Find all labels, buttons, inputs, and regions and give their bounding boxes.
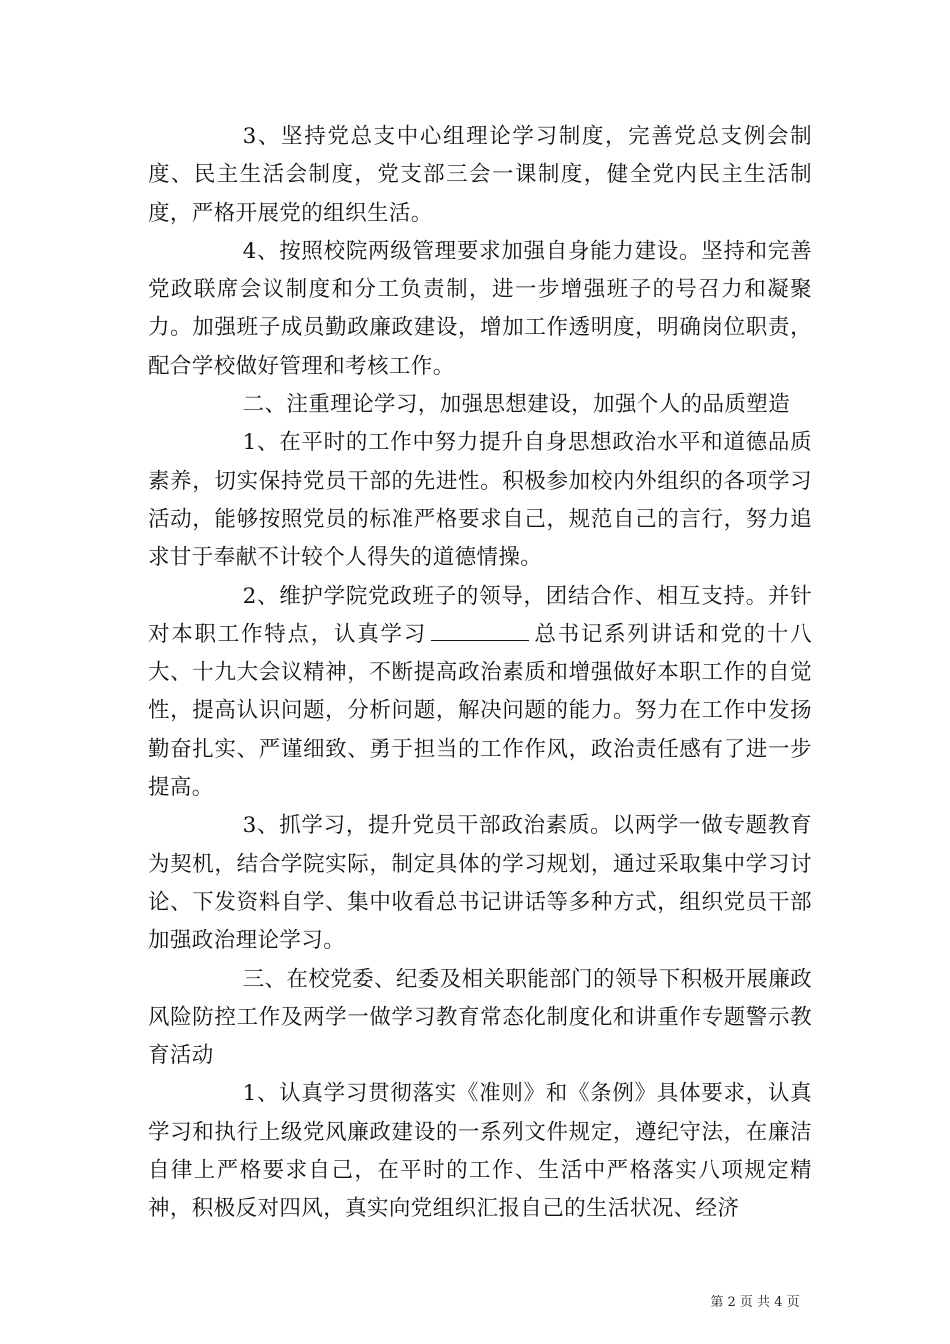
paragraph-1-regulations: 1、认真学习贯彻落实《准则》和《条例》具体要求，认真学习和执行上级党风廉政建设的一系列文件规定，遵纪守法，在廉洁自律上严格要求自己，在平时的工作、生活中严格落实八项规定精神，积极反对四风，真实向党组织汇报自己的生活状况、经济 (148, 1081, 812, 1222)
page-number: 第 2 页 共 4 页 (710, 1295, 800, 1310)
page-footer (0, 1291, 950, 1310)
paragraph-3-party-system: 3、坚持党总支中心组理论学习制度，完善党总支例会制度、民主生活会制度，党支部三会一课制度，健全党内民主生活制度，严格开展党的组织生活。 (148, 124, 812, 226)
paragraph-2-part-a: 2、维护学院党政班子的领导，团结合作、相互支持。并针对本职工作特点，认真学习 (148, 583, 812, 647)
section-heading-3: 三、在校党委、纪委及相关职能部门的领导下积极开展廉政风险防控工作及两学一做学习教育常态化制度化和讲重作专题警示教育活动 (148, 966, 812, 1069)
paragraph-2-leadership (148, 578, 812, 808)
blank-underline (431, 620, 529, 641)
paragraph-2-part-b: 总书记系列讲话和党的十八大、十九大会议精神，不断提高政治素质和增强做好本职工作的自觉性，提高认识问题，分析问题，解决问题的能力。努力在工作中发扬勤奋扎实、严谨细致、勇于担当的工作作风，政治责任感有了进一步提高。 (148, 621, 812, 801)
paragraph-3-study: 3、抓学习，提升党员干部政治素质。以两学一做专题教育为契机，结合学院实际，制定具体的学习规划，通过采取集中学习讨论、下发资料自学、集中收看总书记讲话等多种方式，组织党员干部加强政治理论学习。 (148, 813, 812, 954)
document-body (148, 118, 812, 1229)
paragraph-1-political-level: 1、在平时的工作中努力提升自身思想政治水平和道德品质素养，切实保持党员干部的先进性。积极参加校内外组织的各项学习活动，能够按照党员的标准严格要求自己，规范自己的言行，努力追求甘于奉献不计较个人得失的道德情操。 (148, 430, 812, 571)
section-heading-2: 二、注重理论学习，加强思想建设，加强个人的品质塑造 (242, 392, 791, 418)
paragraph-4-capacity-building: 4、按照校院两级管理要求加强自身能力建设。坚持和完善党政联席会议制度和分工负责制，进一步增强班子的号召力和凝聚力。加强班子成员勤政廉政建设，增加工作透明度，明确岗位职责，配合学校做好管理和考核工作。 (148, 238, 812, 379)
